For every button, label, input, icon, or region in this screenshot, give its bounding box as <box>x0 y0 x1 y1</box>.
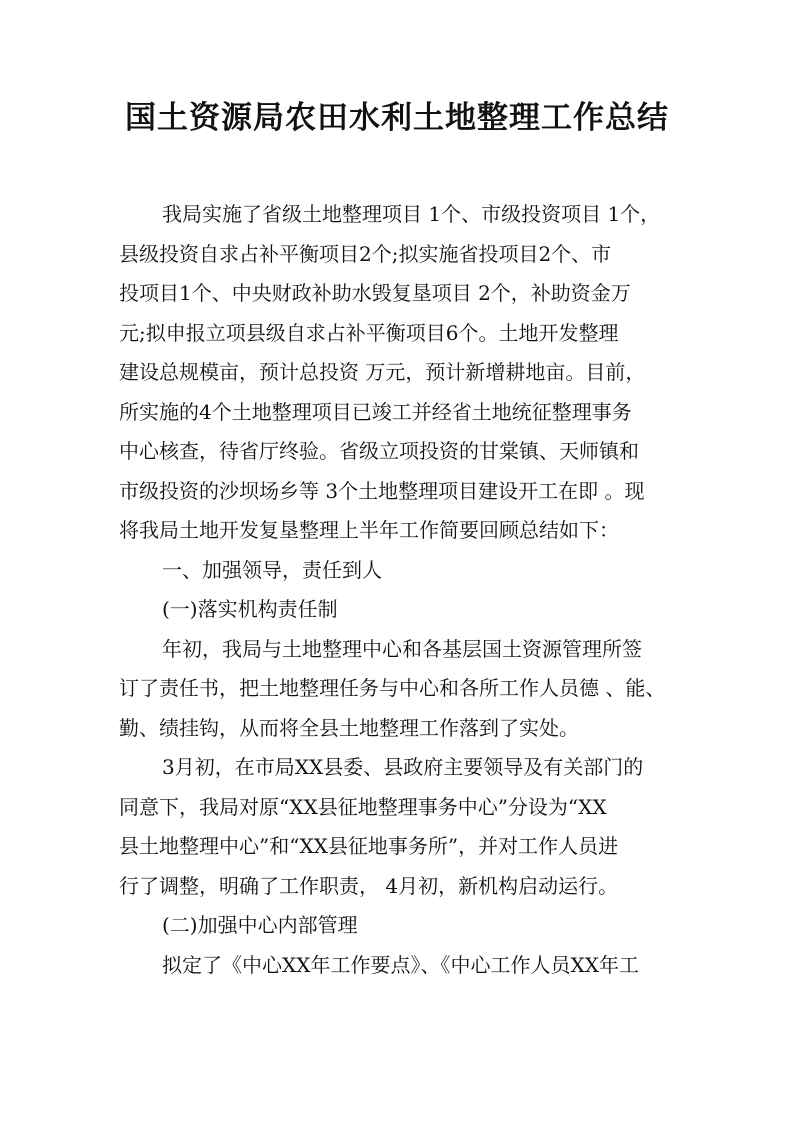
paragraph-line: 县级投资自求占补平衡项目2个;拟实施省投项目2个、市 <box>119 241 612 266</box>
paragraph-line: 勤、绩挂钩，从而将全县土地整理工作落到了实处。 <box>119 715 579 740</box>
paragraph-line: 建设总规模亩，预计总投资 万元，预计新增耕地亩。目前， <box>119 360 646 384</box>
paragraph-line: 拟定了《中心XX年工作要点》、《中心工作人员XX年工 <box>162 952 639 977</box>
paragraph-line: 3月初，在市局XX县委、县政府主要领导及有关部门的 <box>162 755 644 779</box>
paragraph-line: 所实施的4个土地整理项目已竣工并经省土地统征整理事务 <box>119 399 632 424</box>
subsection-heading: (二)加强中心内部管理 <box>162 913 358 937</box>
paragraph-line: 年初，我局与土地整理中心和各基层国土资源管理所签 <box>162 636 642 661</box>
paragraph-line: 投项目1个、中央财政补助水毁复垦项目 2个，补助资金万 <box>119 281 631 305</box>
section-heading: 一、加强领导，责任到人 <box>162 557 382 582</box>
paragraph-line: 元;拟申报立项县级自求占补平衡项目6个。土地开发整理 <box>119 320 619 345</box>
document-body <box>119 195 679 985</box>
document-title: 国土资源局农田水利土地整理工作总结 <box>125 100 669 136</box>
paragraph-line: 订了责任书，把土地整理任务与中心和各所工作人员德 、能、 <box>119 676 666 700</box>
paragraph-line: 同意下，我局对原“XX县征地整理事务中心”分设为“XX <box>119 794 607 819</box>
paragraph-line: 我局实施了省级土地整理项目 1个、市级投资项目 1个， <box>162 202 661 226</box>
paragraph-line: 行了调整，明确了工作职责， 4月初，新机构启动运行。 <box>119 873 619 898</box>
subsection-heading: (一)落实机构责任制 <box>162 597 338 621</box>
paragraph-line: 市级投资的沙坝场乡等 3个土地整理项目建设开工在即 。现 <box>119 478 645 503</box>
paragraph-line: 中心核查，待省厅终验。省级立项投资的甘棠镇、天师镇和 <box>119 439 639 463</box>
paragraph-line: 将我局土地开发复垦整理上半年工作简要回顾总结如下： <box>119 518 619 542</box>
paragraph-line: 县土地整理中心”和“XX县征地事务所”，并对工作人员进 <box>119 834 619 858</box>
